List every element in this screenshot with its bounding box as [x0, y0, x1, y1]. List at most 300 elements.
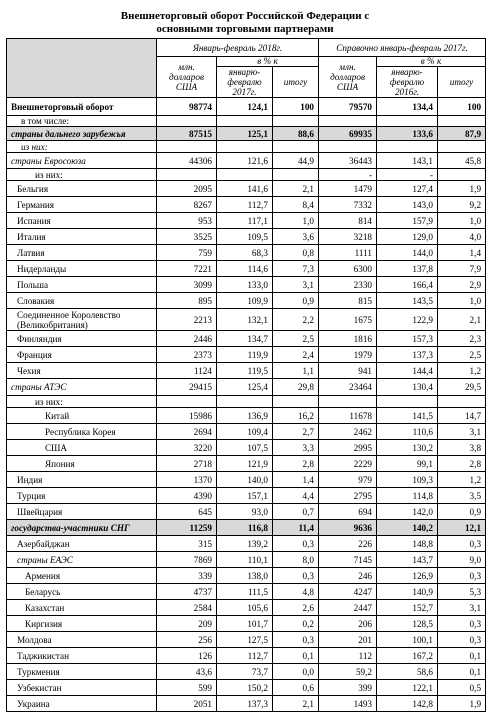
- row-label: Испания: [7, 213, 157, 229]
- table-row: [7, 424, 486, 440]
- table-row: [7, 472, 486, 488]
- cell-v1: 126: [157, 648, 217, 664]
- cell-v2: 2330: [319, 277, 377, 293]
- cell-v2: 7145: [319, 552, 377, 568]
- cell-p2: 100,1: [377, 632, 438, 648]
- cell-s1: 7,3: [273, 261, 319, 277]
- row-label: из них:: [7, 169, 157, 181]
- row-label: Германия: [7, 197, 157, 213]
- cell-v2: 941: [319, 363, 377, 379]
- table-row: [7, 277, 486, 293]
- table-row: [7, 245, 486, 261]
- row-label: государства-участники СНГ: [7, 520, 157, 536]
- cell-p1: 140,0: [217, 472, 273, 488]
- cell-v2: 201: [319, 632, 377, 648]
- row-label: в том числе:: [7, 116, 157, 127]
- cell-v1: 11259: [157, 520, 217, 536]
- cell-s1: 1,1: [273, 363, 319, 379]
- table-row: [7, 568, 486, 584]
- cell-s2: 9,2: [438, 197, 486, 213]
- table-row: [7, 153, 486, 169]
- cell-s2: 29,5: [438, 379, 486, 396]
- cell-s2: 4,0: [438, 229, 486, 245]
- cell-s2: 3,8: [438, 440, 486, 456]
- cell-s1: 8,0: [273, 552, 319, 568]
- cell-s1: 0,2: [273, 616, 319, 632]
- table-row: [7, 536, 486, 552]
- cell-p1: 116,8: [217, 520, 273, 536]
- cell-v2: 79570: [319, 98, 377, 116]
- cell-p1: 68,3: [217, 245, 273, 261]
- cell-p1: 117,1: [217, 213, 273, 229]
- header-unit-1: млн. долларов США: [157, 57, 217, 98]
- cell-v2: 11678: [319, 408, 377, 424]
- cell-s2: 3,5: [438, 488, 486, 504]
- cell-s2: 1,2: [438, 363, 486, 379]
- cell-p1: 101,7: [217, 616, 273, 632]
- cell-v2: 9636: [319, 520, 377, 536]
- row-label: Швейцария: [7, 504, 157, 520]
- title-line-1: Внешнеторговый оборот Российской Федерации с: [120, 10, 370, 22]
- row-label: Беларусь: [7, 584, 157, 600]
- cell-s1: [273, 396, 319, 408]
- cell-p2: 140,2: [377, 520, 438, 536]
- cell-v2: 399: [319, 680, 377, 696]
- cell-s1: 2,7: [273, 424, 319, 440]
- cell-s1: 2,8: [273, 456, 319, 472]
- cell-s1: 3,6: [273, 229, 319, 245]
- cell-p1: 136,9: [217, 408, 273, 424]
- cell-p2: 109,3: [377, 472, 438, 488]
- cell-p1: 73,7: [217, 664, 273, 680]
- cell-s1: 4,8: [273, 584, 319, 600]
- cell-p1: 119,9: [217, 347, 273, 363]
- cell-s2: 14,7: [438, 408, 486, 424]
- row-label: Польша: [7, 277, 157, 293]
- cell-s2: 1,9: [438, 696, 486, 712]
- table-row: [7, 309, 486, 331]
- header-unit-2: млн. долларов США: [319, 57, 377, 98]
- cell-v2: 7332: [319, 197, 377, 213]
- cell-s2: 0,3: [438, 536, 486, 552]
- cell-p2: [377, 141, 438, 153]
- cell-p2: -: [377, 169, 438, 181]
- row-label: Франция: [7, 347, 157, 363]
- row-label: страны дальнего зарубежья: [7, 127, 157, 141]
- cell-s1: 44,9: [273, 153, 319, 169]
- cell-p1: 139,2: [217, 536, 273, 552]
- cell-p2: 122,9: [377, 309, 438, 331]
- header-prev-1: январю-февралю 2017г.: [217, 67, 273, 98]
- cell-v2: 206: [319, 616, 377, 632]
- cell-v2: 2795: [319, 488, 377, 504]
- cell-p2: [377, 116, 438, 127]
- cell-s2: 2,5: [438, 347, 486, 363]
- cell-s2: 0,3: [438, 632, 486, 648]
- cell-v1: 44306: [157, 153, 217, 169]
- cell-v2: 979: [319, 472, 377, 488]
- cell-v1: 1124: [157, 363, 217, 379]
- cell-s2: [438, 116, 486, 127]
- cell-p1: [217, 396, 273, 408]
- table-row: [7, 648, 486, 664]
- cell-v1: 98774: [157, 98, 217, 116]
- cell-p2: 126,9: [377, 568, 438, 584]
- cell-p2: 167,2: [377, 648, 438, 664]
- row-label: Киргизия: [7, 616, 157, 632]
- cell-v2: 4247: [319, 584, 377, 600]
- cell-s2: 0,3: [438, 568, 486, 584]
- table-row: [7, 664, 486, 680]
- cell-v2: 2995: [319, 440, 377, 456]
- cell-p2: 140,9: [377, 584, 438, 600]
- cell-p2: 143,7: [377, 552, 438, 568]
- row-label: Азербайджан: [7, 536, 157, 552]
- cell-s1: 2,4: [273, 347, 319, 363]
- row-label: Украина: [7, 696, 157, 712]
- cell-p1: 109,5: [217, 229, 273, 245]
- header-blank-cell: [7, 39, 157, 98]
- cell-p2: 133,6: [377, 127, 438, 141]
- cell-p2: 144,4: [377, 363, 438, 379]
- table-row: [7, 261, 486, 277]
- cell-p2: [377, 396, 438, 408]
- cell-v1: 4737: [157, 584, 217, 600]
- cell-v2: [319, 396, 377, 408]
- cell-p1: [217, 116, 273, 127]
- table-row: [7, 488, 486, 504]
- cell-v1: 2446: [157, 331, 217, 347]
- cell-p2: 127,4: [377, 181, 438, 197]
- table-row: [7, 293, 486, 309]
- cell-v2: 23464: [319, 379, 377, 396]
- cell-s2: 2,8: [438, 456, 486, 472]
- row-label: Соединенное Королевство (Великобритания): [7, 309, 157, 331]
- trade-table: [6, 38, 486, 712]
- table-row: [7, 520, 486, 536]
- cell-v1: [157, 116, 217, 127]
- cell-p2: 142,0: [377, 504, 438, 520]
- cell-s1: 0,7: [273, 504, 319, 520]
- cell-s1: 2,5: [273, 331, 319, 347]
- cell-s1: 0,3: [273, 632, 319, 648]
- cell-v1: 645: [157, 504, 217, 520]
- cell-v1: 895: [157, 293, 217, 309]
- cell-v1: 3220: [157, 440, 217, 456]
- row-label: страны ЕАЭС: [7, 552, 157, 568]
- row-label: Финляндия: [7, 331, 157, 347]
- cell-v2: 2447: [319, 600, 377, 616]
- cell-v1: 29415: [157, 379, 217, 396]
- row-label: Италия: [7, 229, 157, 245]
- cell-s2: 1,9: [438, 181, 486, 197]
- cell-v2: -: [319, 169, 377, 181]
- row-label: Индия: [7, 472, 157, 488]
- cell-s2: 1,4: [438, 245, 486, 261]
- cell-s2: 1,2: [438, 472, 486, 488]
- cell-v1: 3099: [157, 277, 217, 293]
- row-label: Армения: [7, 568, 157, 584]
- cell-p2: 148,8: [377, 536, 438, 552]
- cell-p2: 157,3: [377, 331, 438, 347]
- cell-p1: 132,1: [217, 309, 273, 331]
- cell-p2: 58,6: [377, 664, 438, 680]
- cell-s1: 29,8: [273, 379, 319, 396]
- table-row: [7, 552, 486, 568]
- cell-p1: 114,6: [217, 261, 273, 277]
- row-label: страны Евросоюза: [7, 153, 157, 169]
- cell-s2: 0,1: [438, 648, 486, 664]
- cell-v1: 759: [157, 245, 217, 261]
- cell-p1: 125,4: [217, 379, 273, 396]
- cell-s1: 0,9: [273, 293, 319, 309]
- cell-v1: 209: [157, 616, 217, 632]
- cell-p2: 114,8: [377, 488, 438, 504]
- table-body: [7, 98, 486, 712]
- cell-v2: 1493: [319, 696, 377, 712]
- cell-v2: 246: [319, 568, 377, 584]
- cell-s2: 7,9: [438, 261, 486, 277]
- row-label: Чехия: [7, 363, 157, 379]
- cell-s1: 1,4: [273, 472, 319, 488]
- row-label: Китай: [7, 408, 157, 424]
- row-label: Бельгия: [7, 181, 157, 197]
- cell-p2: 137,3: [377, 347, 438, 363]
- table-row: [7, 213, 486, 229]
- cell-v2: 2462: [319, 424, 377, 440]
- cell-p1: 157,1: [217, 488, 273, 504]
- cell-s1: 11,4: [273, 520, 319, 536]
- table-row: [7, 127, 486, 141]
- cell-v1: 315: [157, 536, 217, 552]
- table-row: [7, 169, 486, 181]
- cell-p1: 127,5: [217, 632, 273, 648]
- cell-s2: 0,5: [438, 680, 486, 696]
- cell-v1: 87515: [157, 127, 217, 141]
- header-prev-2: январю-февралю 2016г.: [377, 67, 438, 98]
- cell-p1: 112,7: [217, 648, 273, 664]
- cell-s2: [438, 141, 486, 153]
- cell-s1: [273, 169, 319, 181]
- cell-v2: 2229: [319, 456, 377, 472]
- cell-p1: [217, 141, 273, 153]
- cell-v1: 2051: [157, 696, 217, 712]
- cell-v1: 15986: [157, 408, 217, 424]
- cell-v1: 2373: [157, 347, 217, 363]
- cell-s1: 8,4: [273, 197, 319, 213]
- cell-s1: 3,3: [273, 440, 319, 456]
- cell-p2: 142,8: [377, 696, 438, 712]
- cell-p1: 125,1: [217, 127, 273, 141]
- cell-v2: 3218: [319, 229, 377, 245]
- table-header: [7, 39, 486, 98]
- cell-p2: 129,0: [377, 229, 438, 245]
- cell-s2: 9,0: [438, 552, 486, 568]
- table-row: [7, 440, 486, 456]
- cell-v1: 2584: [157, 600, 217, 616]
- cell-p2: 128,5: [377, 616, 438, 632]
- cell-v1: 8267: [157, 197, 217, 213]
- table-row: [7, 408, 486, 424]
- cell-s2: 1,0: [438, 213, 486, 229]
- table-row: [7, 396, 486, 408]
- row-label: из них:: [7, 396, 157, 408]
- table-row: [7, 98, 486, 116]
- cell-p1: 134,7: [217, 331, 273, 347]
- cell-p1: 112,7: [217, 197, 273, 213]
- cell-s2: 0,9: [438, 504, 486, 520]
- cell-p2: 143,0: [377, 197, 438, 213]
- cell-p1: 110,1: [217, 552, 273, 568]
- cell-s2: 5,3: [438, 584, 486, 600]
- cell-v2: 815: [319, 293, 377, 309]
- cell-v2: 112: [319, 648, 377, 664]
- table-row: [7, 616, 486, 632]
- cell-p1: 105,6: [217, 600, 273, 616]
- cell-p2: 143,5: [377, 293, 438, 309]
- table-row: [7, 632, 486, 648]
- table-title: [0, 10, 490, 36]
- cell-v2: 814: [319, 213, 377, 229]
- row-label: Япония: [7, 456, 157, 472]
- cell-p2: 137,8: [377, 261, 438, 277]
- cell-p2: 99,1: [377, 456, 438, 472]
- cell-v2: 59,2: [319, 664, 377, 680]
- cell-v2: [319, 141, 377, 153]
- cell-v2: 1675: [319, 309, 377, 331]
- cell-p2: 130,4: [377, 379, 438, 396]
- cell-s1: 2,1: [273, 181, 319, 197]
- cell-s2: 2,9: [438, 277, 486, 293]
- cell-s1: 100: [273, 98, 319, 116]
- row-label: Молдова: [7, 632, 157, 648]
- cell-p1: 150,2: [217, 680, 273, 696]
- cell-v1: 7221: [157, 261, 217, 277]
- cell-p2: 134,4: [377, 98, 438, 116]
- cell-p1: 141,6: [217, 181, 273, 197]
- cell-s2: 3,1: [438, 600, 486, 616]
- cell-p2: 122,1: [377, 680, 438, 696]
- cell-s1: 0,3: [273, 536, 319, 552]
- cell-v1: 2213: [157, 309, 217, 331]
- cell-s1: 3,1: [273, 277, 319, 293]
- cell-s2: 3,1: [438, 424, 486, 440]
- table-row: [7, 584, 486, 600]
- cell-s2: 87,9: [438, 127, 486, 141]
- row-label: Таджикистан: [7, 648, 157, 664]
- table-row: [7, 116, 486, 127]
- cell-v2: [319, 116, 377, 127]
- cell-p2: 130,2: [377, 440, 438, 456]
- cell-s1: [273, 116, 319, 127]
- cell-v1: [157, 396, 217, 408]
- cell-v1: 43,6: [157, 664, 217, 680]
- cell-v1: 3525: [157, 229, 217, 245]
- cell-v1: 599: [157, 680, 217, 696]
- cell-s1: 0,6: [273, 680, 319, 696]
- cell-s2: [438, 396, 486, 408]
- cell-s1: 0,8: [273, 245, 319, 261]
- cell-s2: [438, 169, 486, 181]
- row-label: Туркмения: [7, 664, 157, 680]
- cell-s1: 0,3: [273, 568, 319, 584]
- cell-v2: 1816: [319, 331, 377, 347]
- cell-p1: 119,5: [217, 363, 273, 379]
- cell-v1: [157, 141, 217, 153]
- cell-v1: 339: [157, 568, 217, 584]
- cell-v2: 36443: [319, 153, 377, 169]
- cell-v2: 6300: [319, 261, 377, 277]
- row-label: Словакия: [7, 293, 157, 309]
- cell-p1: 121,6: [217, 153, 273, 169]
- table-row: [7, 331, 486, 347]
- cell-p2: 166,4: [377, 277, 438, 293]
- header-pct-1: в % к: [217, 57, 319, 67]
- cell-v2: 226: [319, 536, 377, 552]
- row-label: Латвия: [7, 245, 157, 261]
- cell-s1: 2,1: [273, 696, 319, 712]
- cell-p1: [217, 169, 273, 181]
- header-total-2: итогу: [438, 67, 486, 98]
- cell-p1: 121,9: [217, 456, 273, 472]
- cell-v1: 2694: [157, 424, 217, 440]
- cell-s1: 16,2: [273, 408, 319, 424]
- header-total-1: итогу: [273, 67, 319, 98]
- cell-s1: 0,1: [273, 648, 319, 664]
- table-row: [7, 504, 486, 520]
- cell-v1: 256: [157, 632, 217, 648]
- cell-s1: 2,2: [273, 309, 319, 331]
- cell-s1: 88,6: [273, 127, 319, 141]
- table-row: [7, 363, 486, 379]
- cell-s2: 0,1: [438, 664, 486, 680]
- cell-p1: 109,9: [217, 293, 273, 309]
- cell-p1: 133,0: [217, 277, 273, 293]
- cell-s1: 1,0: [273, 213, 319, 229]
- cell-s2: 45,8: [438, 153, 486, 169]
- cell-v1: 2718: [157, 456, 217, 472]
- row-label: Казахстан: [7, 600, 157, 616]
- table-row: [7, 181, 486, 197]
- header-pct-2: в % к: [377, 57, 486, 67]
- cell-v2: 69935: [319, 127, 377, 141]
- cell-v2: 1979: [319, 347, 377, 363]
- cell-s1: 4,4: [273, 488, 319, 504]
- title-line-2: основными торговыми партнерами: [156, 23, 334, 35]
- table-row: [7, 680, 486, 696]
- table-row: [7, 456, 486, 472]
- header-period-1: Январь-февраль 2018г.: [157, 39, 319, 57]
- cell-p2: 144,0: [377, 245, 438, 261]
- cell-v1: 4390: [157, 488, 217, 504]
- table-row: [7, 229, 486, 245]
- cell-p2: 157,9: [377, 213, 438, 229]
- cell-v1: 7869: [157, 552, 217, 568]
- cell-v1: 2095: [157, 181, 217, 197]
- cell-p1: 138,0: [217, 568, 273, 584]
- cell-v1: 953: [157, 213, 217, 229]
- cell-s1: 0,0: [273, 664, 319, 680]
- cell-p2: 143,1: [377, 153, 438, 169]
- cell-s2: 100: [438, 98, 486, 116]
- cell-p1: 93,0: [217, 504, 273, 520]
- cell-p1: 111,5: [217, 584, 273, 600]
- cell-s2: 2,1: [438, 309, 486, 331]
- row-label: из них:: [7, 141, 157, 153]
- cell-s1: [273, 141, 319, 153]
- cell-p1: 137,3: [217, 696, 273, 712]
- cell-v2: 1111: [319, 245, 377, 261]
